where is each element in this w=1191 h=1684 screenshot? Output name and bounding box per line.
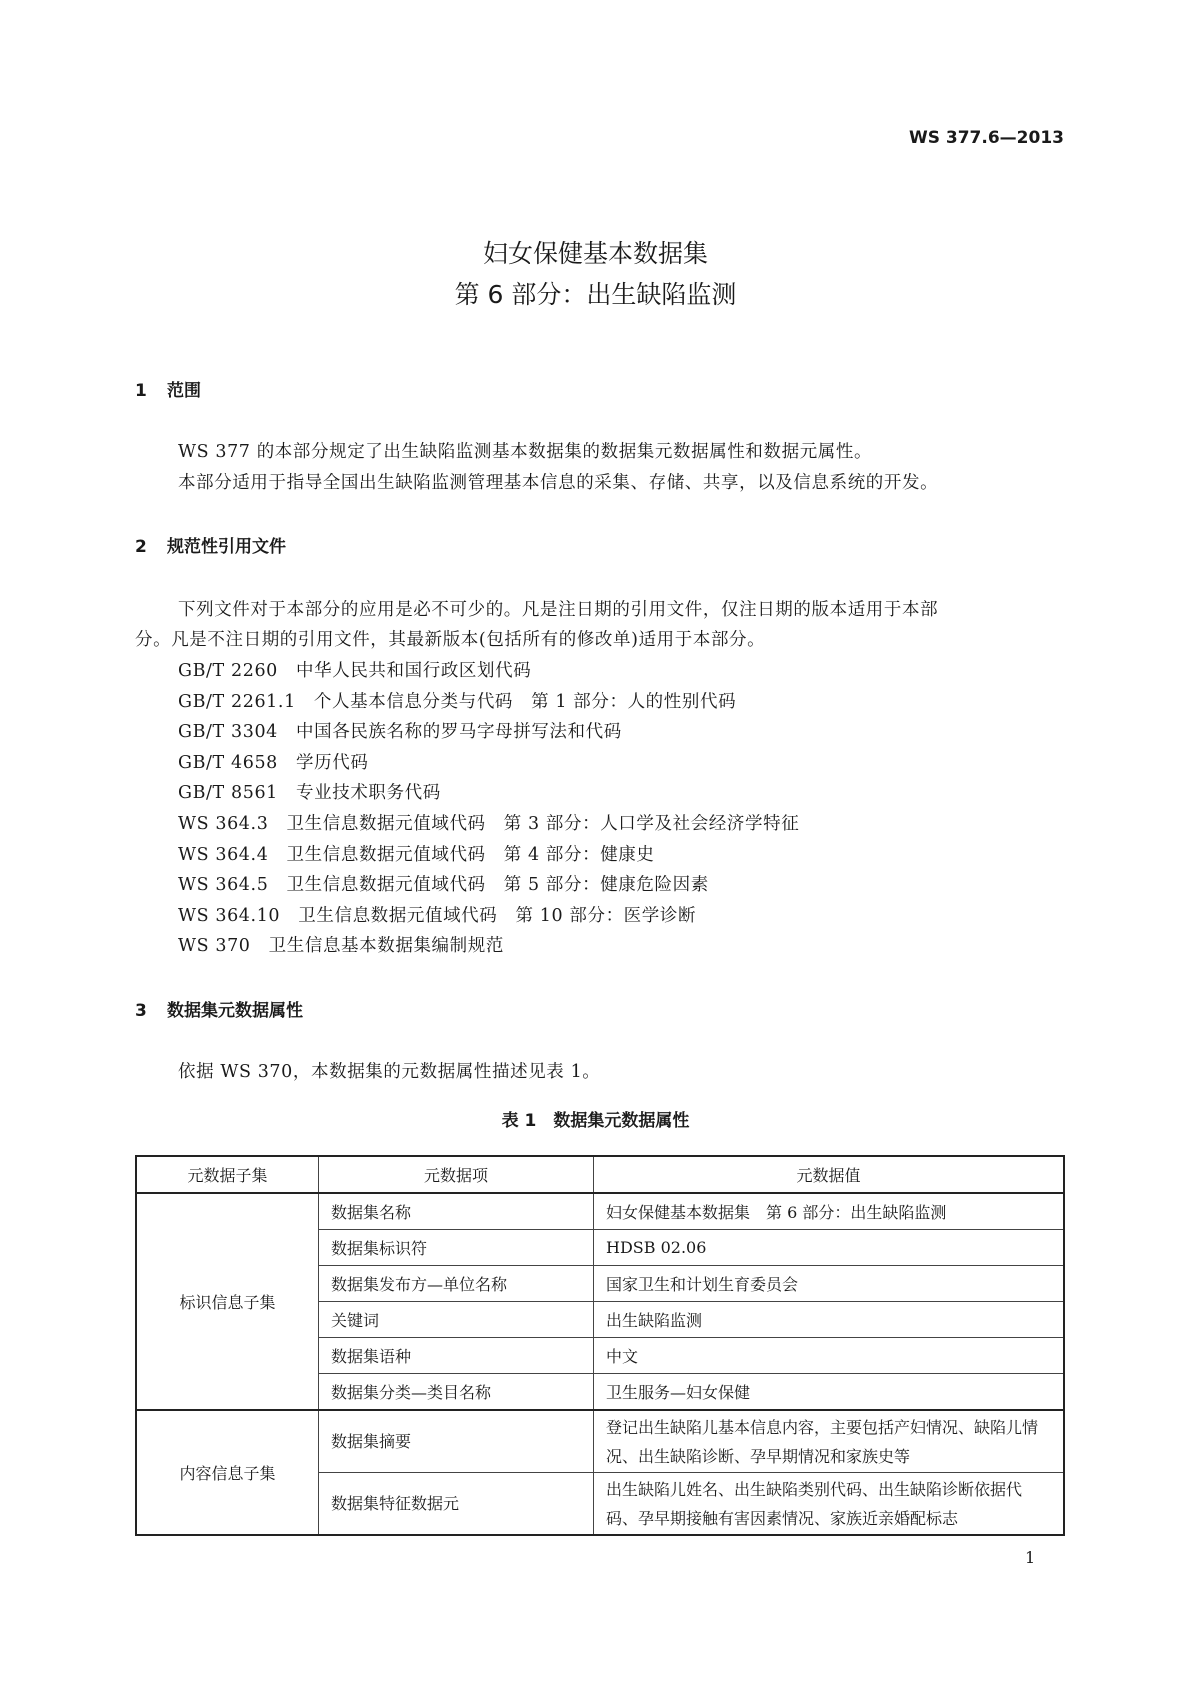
reference-code: GB/T 2260: [178, 661, 278, 681]
item-cell: 数据集特征数据元: [319, 1473, 594, 1536]
item-cell: 数据集摘要: [319, 1410, 594, 1473]
reference-title: 专业技术职务代码: [296, 783, 441, 804]
paragraph: 下列文件对于本部分的应用是必不可少的。凡是注日期的引用文件，仅注日期的版本适用于本部: [178, 600, 939, 620]
reference-code: GB/T 4658: [178, 752, 278, 773]
value-cell: 中文: [594, 1338, 1065, 1374]
value-cell: 出生缺陷儿姓名、出生缺陷类别代码、出生缺陷诊断依据代码、孕早期接触有害因素情况、家族近亲婚配标志: [594, 1473, 1065, 1536]
table-row: [136, 1410, 1064, 1473]
item-cell: 数据集语种: [319, 1338, 594, 1374]
column-header: 元数据项: [319, 1156, 594, 1193]
section-title: 数据集元数据属性: [167, 1001, 303, 1021]
reference-title: 卫生信息数据元值域代码 第 3 部分：人口学及社会经济学特征: [286, 814, 800, 834]
reference-code: GB/T 3304: [178, 722, 278, 743]
section-number: 2: [135, 537, 147, 557]
reference-item: [178, 902, 696, 927]
page-number: 1: [1025, 1548, 1036, 1567]
column-header: 元数据值: [594, 1156, 1065, 1193]
column-header: 元数据子集: [136, 1156, 319, 1193]
metadata-table: [135, 1155, 1065, 1536]
item-cell: 数据集分类—类目名称: [319, 1374, 594, 1411]
reference-code: WS 364.10: [178, 905, 281, 926]
reference-title: 卫生信息基本数据集编制规范: [268, 936, 504, 957]
reference-title: 中国各民族名称的罗马字母拼写法和代码: [296, 722, 622, 743]
section-number: 3: [135, 1001, 147, 1021]
reference-item: [178, 688, 736, 713]
reference-item: [178, 749, 368, 774]
reference-title: 中华人民共和国行政区划代码: [296, 661, 532, 681]
item-cell: 关键词: [319, 1302, 594, 1338]
table-row: [136, 1193, 1064, 1230]
table-caption: 表 1 数据集元数据属性: [501, 1111, 690, 1131]
item-cell: 数据集标识符: [319, 1230, 594, 1266]
standard-number: WS 377.6—2013: [908, 128, 1064, 148]
reference-item: [178, 779, 441, 804]
reference-title: 卫生信息数据元值域代码 第 5 部分：健康危险因素: [286, 875, 709, 896]
value-cell: 卫生服务—妇女保健: [594, 1374, 1065, 1411]
value-cell: 登记出生缺陷儿基本信息内容，主要包括产妇情况、缺陷儿情况、出生缺陷诊断、孕早期情况和家族史等: [594, 1410, 1065, 1473]
item-cell: 数据集名称: [319, 1193, 594, 1230]
doc-subtitle: 第 6 部分：出生缺陷监测: [454, 280, 737, 309]
reference-title: 卫生信息数据元值域代码 第 4 部分：健康史: [286, 844, 655, 865]
item-cell: 数据集发布方—单位名称: [319, 1266, 594, 1302]
reference-code: WS 364.4: [178, 844, 269, 865]
doc-title: 妇女保健基本数据集: [482, 239, 708, 268]
reference-item: [178, 810, 799, 835]
section-title: 范围: [167, 381, 201, 401]
value-cell: 国家卫生和计划生育委员会: [594, 1266, 1065, 1302]
reference-code: WS 370: [178, 936, 251, 957]
section-title: 规范性引用文件: [167, 537, 286, 557]
section-number: 1: [135, 381, 147, 401]
reference-code: WS 364.3: [178, 814, 269, 834]
reference-item: [178, 718, 622, 743]
reference-title: 个人基本信息分类与代码 第 1 部分：人的性别代码: [313, 691, 737, 712]
paragraph: WS 377 的本部分规定了出生缺陷监测基本数据集的数据集元数据属性和数据元属性。: [178, 442, 873, 462]
subset-cell: 内容信息子集: [136, 1410, 319, 1535]
section-heading: [135, 532, 286, 557]
section-heading: [135, 376, 201, 401]
value-cell: 出生缺陷监测: [594, 1302, 1065, 1338]
reference-code: GB/T 2261.1: [178, 691, 296, 712]
subset-cell: 标识信息子集: [136, 1193, 319, 1410]
paragraph: 依据 WS 370，本数据集的元数据属性描述见表 1。: [178, 1062, 601, 1082]
reference-item: [178, 932, 504, 957]
reference-title: 卫生信息数据元值域代码 第 10 部分：医学诊断: [298, 905, 697, 926]
value-cell: 妇女保健基本数据集 第 6 部分：出生缺陷监测: [594, 1193, 1065, 1230]
reference-code: WS 364.5: [178, 875, 269, 896]
value-cell: HDSB 02.06: [594, 1230, 1065, 1266]
reference-item: [178, 871, 709, 896]
reference-title: 学历代码: [296, 752, 369, 773]
reference-code: GB/T 8561: [178, 783, 278, 804]
paragraph: 本部分适用于指导全国出生缺陷监测管理基本信息的采集、存储、共享，以及信息系统的开发。: [178, 473, 939, 493]
section-heading: [135, 996, 303, 1021]
paragraph: 分。凡是不注日期的引用文件，其最新版本(包括所有的修改单)适用于本部分。: [135, 630, 766, 650]
reference-item: [178, 841, 655, 866]
reference-item: [178, 657, 531, 682]
